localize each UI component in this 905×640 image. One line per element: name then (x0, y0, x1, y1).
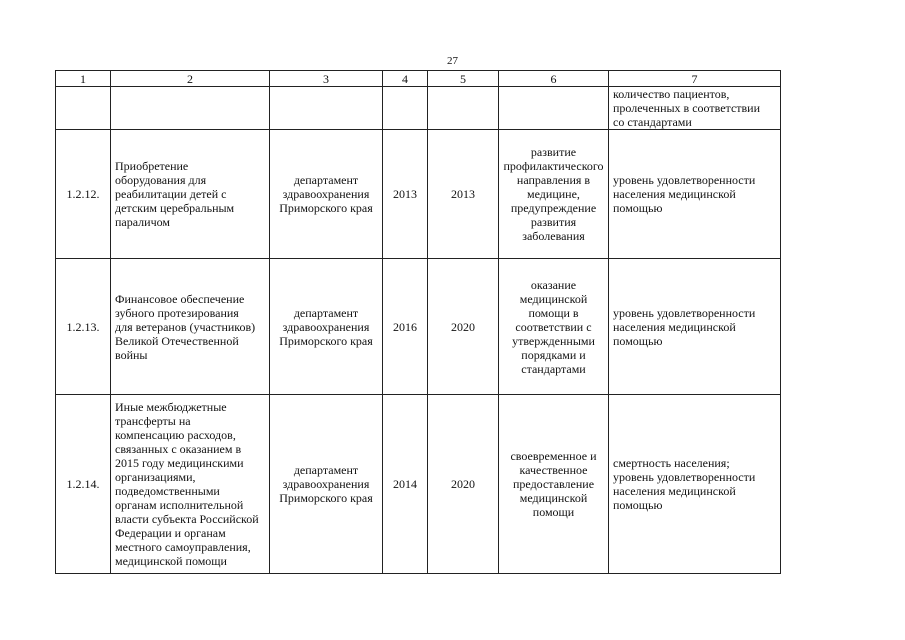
table-row (56, 259, 781, 395)
column-number-header-row (56, 71, 781, 87)
activity-result: развитие профилактического направления в медицине, предупреждение развития заболевания (503, 145, 604, 243)
activity-executor: департамент здравоохранения Приморского края (279, 463, 373, 505)
activity-end-year: 2020 (428, 259, 499, 395)
activity-code: 1.2.12. (56, 130, 111, 259)
continuation-indicator-text: количество пациентов, пролеченных в соответствии со стандартами (613, 87, 761, 129)
activity-indicator: уровень удовлетворенности населения медицинской помощью (613, 305, 756, 348)
continuation-row (56, 87, 781, 130)
column-header-3: 3 (270, 71, 383, 87)
continuation-result-cell (499, 87, 609, 130)
activity-end-year: 2013 (428, 130, 499, 259)
continuation-code-cell (56, 87, 111, 130)
continuation-start-cell (383, 87, 428, 130)
column-header-5: 5 (428, 71, 499, 87)
table-row (56, 395, 781, 574)
program-activities-table (55, 70, 781, 574)
column-header-7: 7 (609, 71, 781, 87)
activity-executor: департамент здравоохранения Приморского края (279, 305, 373, 348)
page-number: 27 (447, 55, 458, 67)
column-header-4: 4 (383, 71, 428, 87)
activity-end-year: 2020 (428, 395, 499, 574)
activity-result: своевременное и качественное предоставление медицинской помощи (510, 449, 597, 519)
column-header-1: 1 (56, 71, 111, 87)
continuation-name-cell (111, 87, 270, 130)
activity-executor: департамент здравоохранения Приморского края (279, 173, 373, 215)
table-row (56, 130, 781, 259)
column-header-2: 2 (111, 71, 270, 87)
continuation-indicator-cell (609, 87, 781, 130)
column-header-6: 6 (499, 71, 609, 87)
activity-result: оказание медицинской помощи в соответствии с утвержденными порядками и стандартами (512, 277, 595, 376)
activity-indicator: уровень удовлетворенности населения медицинской помощью (613, 173, 756, 215)
continuation-executor-cell (270, 87, 383, 130)
activity-start-year: 2014 (383, 395, 428, 574)
activity-indicator: смертность населения; уровень удовлетворенности населения медицинской помощью (613, 456, 756, 512)
activity-code: 1.2.13. (56, 259, 111, 395)
activity-name: Финансовое обеспечение зубного протезирования для ветеранов (участников) Великой Отечественной войны (115, 291, 256, 362)
activity-name: Приобретение оборудования для реабилитации детей с детским церебральным параличом (115, 159, 235, 229)
activity-name: Иные межбюджетные трансферты на компенсацию расходов, связанных с оказанием в 2015 году медицинскими организациями, подведомственными органам исполнительной власти субъекта Российской Федерации и органам местного самоуправления, медицинской помощи (115, 400, 259, 568)
activity-start-year: 2016 (383, 259, 428, 395)
activity-start-year: 2013 (383, 130, 428, 259)
activity-code: 1.2.14. (56, 395, 111, 574)
continuation-end-cell (428, 87, 499, 130)
